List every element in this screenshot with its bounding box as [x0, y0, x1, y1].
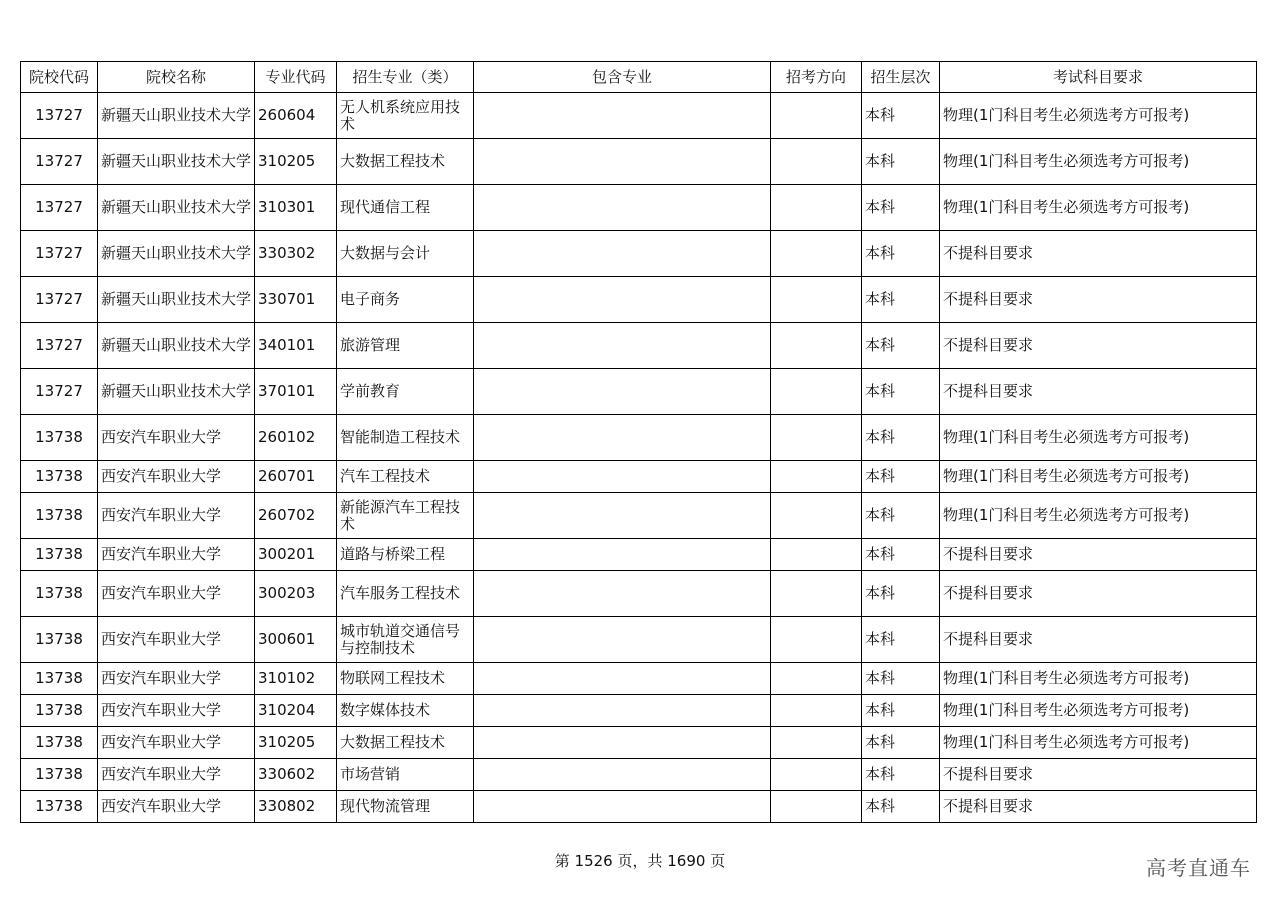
table-row [21, 539, 1257, 571]
header-major: 招生专业（类） [337, 62, 474, 93]
school-name-cell: 西安汽车职业大学 [98, 617, 255, 663]
includes-cell [474, 231, 771, 277]
table-row [21, 93, 1257, 139]
level-cell: 本科 [862, 791, 940, 823]
header-school-code: 院校代码 [21, 62, 98, 93]
table-row [21, 277, 1257, 323]
table-row [21, 231, 1257, 277]
table-header-row [21, 62, 1257, 93]
direction-cell [771, 791, 862, 823]
school-code-cell: 13738 [21, 539, 98, 571]
table-row [21, 663, 1257, 695]
direction-cell [771, 139, 862, 185]
requirement-cell: 物理(1门科目考生必须选考方可报考) [940, 663, 1257, 695]
major-cell: 现代物流管理 [337, 791, 474, 823]
school-name-cell: 新疆天山职业技术大学 [98, 93, 255, 139]
level-cell: 本科 [862, 415, 940, 461]
school-name-cell: 西安汽车职业大学 [98, 695, 255, 727]
requirement-cell: 不提科目要求 [940, 277, 1257, 323]
direction-cell [771, 493, 862, 539]
requirement-cell: 物理(1门科目考生必须选考方可报考) [940, 695, 1257, 727]
includes-cell [474, 323, 771, 369]
level-cell: 本科 [862, 139, 940, 185]
direction-cell [771, 617, 862, 663]
header-school-name: 院校名称 [98, 62, 255, 93]
table-row [21, 571, 1257, 617]
includes-cell [474, 369, 771, 415]
school-code-cell: 13738 [21, 759, 98, 791]
major-cell: 新能源汽车工程技术 [337, 493, 474, 539]
includes-cell [474, 277, 771, 323]
includes-cell [474, 415, 771, 461]
requirement-cell: 物理(1门科目考生必须选考方可报考) [940, 93, 1257, 139]
admissions-table [20, 61, 1257, 823]
table-row [21, 695, 1257, 727]
header-requirement: 考试科目要求 [940, 62, 1257, 93]
major-cell: 现代通信工程 [337, 185, 474, 231]
major-cell: 汽车工程技术 [337, 461, 474, 493]
level-cell: 本科 [862, 493, 940, 539]
direction-cell [771, 231, 862, 277]
major-cell: 智能制造工程技术 [337, 415, 474, 461]
table-row [21, 139, 1257, 185]
direction-cell [771, 695, 862, 727]
requirement-cell: 物理(1门科目考生必须选考方可报考) [940, 139, 1257, 185]
major-cell: 大数据与会计 [337, 231, 474, 277]
includes-cell [474, 93, 771, 139]
direction-cell [771, 571, 862, 617]
table-row [21, 759, 1257, 791]
school-name-cell: 新疆天山职业技术大学 [98, 369, 255, 415]
school-code-cell: 13727 [21, 231, 98, 277]
school-name-cell: 西安汽车职业大学 [98, 663, 255, 695]
requirement-cell: 物理(1门科目考生必须选考方可报考) [940, 185, 1257, 231]
major-cell: 大数据工程技术 [337, 139, 474, 185]
school-code-cell: 13738 [21, 663, 98, 695]
major-code-cell: 330701 [255, 277, 337, 323]
level-cell: 本科 [862, 663, 940, 695]
level-cell: 本科 [862, 93, 940, 139]
school-name-cell: 新疆天山职业技术大学 [98, 231, 255, 277]
major-code-cell: 300203 [255, 571, 337, 617]
school-code-cell: 13727 [21, 185, 98, 231]
direction-cell [771, 461, 862, 493]
requirement-cell: 物理(1门科目考生必须选考方可报考) [940, 415, 1257, 461]
school-code-cell: 13727 [21, 93, 98, 139]
table-row [21, 461, 1257, 493]
table-row [21, 493, 1257, 539]
school-code-cell: 13727 [21, 369, 98, 415]
school-code-cell: 13738 [21, 617, 98, 663]
major-cell: 学前教育 [337, 369, 474, 415]
requirement-cell: 不提科目要求 [940, 539, 1257, 571]
major-code-cell: 310301 [255, 185, 337, 231]
major-cell: 汽车服务工程技术 [337, 571, 474, 617]
major-code-cell: 340101 [255, 323, 337, 369]
school-code-cell: 13738 [21, 571, 98, 617]
level-cell: 本科 [862, 539, 940, 571]
includes-cell [474, 695, 771, 727]
direction-cell [771, 369, 862, 415]
direction-cell [771, 185, 862, 231]
direction-cell [771, 663, 862, 695]
school-name-cell: 新疆天山职业技术大学 [98, 185, 255, 231]
school-code-cell: 13727 [21, 323, 98, 369]
school-name-cell: 新疆天山职业技术大学 [98, 139, 255, 185]
includes-cell [474, 185, 771, 231]
direction-cell [771, 539, 862, 571]
school-name-cell: 西安汽车职业大学 [98, 727, 255, 759]
school-name-cell: 西安汽车职业大学 [98, 571, 255, 617]
includes-cell [474, 663, 771, 695]
school-code-cell: 13738 [21, 791, 98, 823]
level-cell: 本科 [862, 617, 940, 663]
major-code-cell: 310205 [255, 139, 337, 185]
level-cell: 本科 [862, 759, 940, 791]
includes-cell [474, 571, 771, 617]
level-cell: 本科 [862, 277, 940, 323]
school-code-cell: 13738 [21, 493, 98, 539]
direction-cell [771, 93, 862, 139]
requirement-cell: 物理(1门科目考生必须选考方可报考) [940, 493, 1257, 539]
direction-cell [771, 759, 862, 791]
header-direction: 招考方向 [771, 62, 862, 93]
major-code-cell: 260701 [255, 461, 337, 493]
school-name-cell: 西安汽车职业大学 [98, 461, 255, 493]
requirement-cell: 不提科目要求 [940, 617, 1257, 663]
requirement-cell: 不提科目要求 [940, 369, 1257, 415]
major-code-cell: 310204 [255, 695, 337, 727]
major-code-cell: 330602 [255, 759, 337, 791]
header-includes: 包含专业 [474, 62, 771, 93]
direction-cell [771, 323, 862, 369]
includes-cell [474, 791, 771, 823]
requirement-cell: 不提科目要求 [940, 231, 1257, 277]
direction-cell [771, 727, 862, 759]
level-cell: 本科 [862, 185, 940, 231]
level-cell: 本科 [862, 571, 940, 617]
major-code-cell: 260102 [255, 415, 337, 461]
school-name-cell: 西安汽车职业大学 [98, 415, 255, 461]
major-cell: 数字媒体技术 [337, 695, 474, 727]
includes-cell [474, 139, 771, 185]
major-code-cell: 370101 [255, 369, 337, 415]
requirement-cell: 物理(1门科目考生必须选考方可报考) [940, 727, 1257, 759]
major-cell: 市场营销 [337, 759, 474, 791]
includes-cell [474, 727, 771, 759]
major-code-cell: 310205 [255, 727, 337, 759]
level-cell: 本科 [862, 323, 940, 369]
level-cell: 本科 [862, 369, 940, 415]
major-cell: 大数据工程技术 [337, 727, 474, 759]
includes-cell [474, 461, 771, 493]
level-cell: 本科 [862, 461, 940, 493]
requirement-cell: 不提科目要求 [940, 571, 1257, 617]
includes-cell [474, 539, 771, 571]
table-row [21, 415, 1257, 461]
table-row [21, 185, 1257, 231]
major-cell: 城市轨道交通信号与控制技术 [337, 617, 474, 663]
table-row [21, 369, 1257, 415]
major-cell: 电子商务 [337, 277, 474, 323]
school-code-cell: 13738 [21, 415, 98, 461]
school-code-cell: 13738 [21, 461, 98, 493]
level-cell: 本科 [862, 727, 940, 759]
requirement-cell: 物理(1门科目考生必须选考方可报考) [940, 461, 1257, 493]
header-major-code: 专业代码 [255, 62, 337, 93]
major-code-cell: 300201 [255, 539, 337, 571]
table-row [21, 727, 1257, 759]
school-code-cell: 13727 [21, 139, 98, 185]
major-cell: 旅游管理 [337, 323, 474, 369]
major-code-cell: 310102 [255, 663, 337, 695]
major-code-cell: 260604 [255, 93, 337, 139]
table-row [21, 791, 1257, 823]
level-cell: 本科 [862, 231, 940, 277]
requirement-cell: 不提科目要求 [940, 323, 1257, 369]
major-cell: 物联网工程技术 [337, 663, 474, 695]
school-name-cell: 新疆天山职业技术大学 [98, 277, 255, 323]
level-cell: 本科 [862, 695, 940, 727]
includes-cell [474, 759, 771, 791]
header-level: 招生层次 [862, 62, 940, 93]
table-row [21, 323, 1257, 369]
watermark-logo: 高考直通车 [1146, 856, 1251, 880]
school-name-cell: 西安汽车职业大学 [98, 759, 255, 791]
table-row [21, 617, 1257, 663]
major-code-cell: 330802 [255, 791, 337, 823]
major-cell: 无人机系统应用技术 [337, 93, 474, 139]
major-code-cell: 260702 [255, 493, 337, 539]
school-name-cell: 西安汽车职业大学 [98, 493, 255, 539]
page-number: 第 1526 页，共 1690 页 [554, 852, 726, 870]
includes-cell [474, 617, 771, 663]
direction-cell [771, 277, 862, 323]
table-body [21, 93, 1257, 823]
school-name-cell: 西安汽车职业大学 [98, 539, 255, 571]
major-code-cell: 330302 [255, 231, 337, 277]
includes-cell [474, 493, 771, 539]
school-name-cell: 新疆天山职业技术大学 [98, 323, 255, 369]
school-name-cell: 西安汽车职业大学 [98, 791, 255, 823]
school-code-cell: 13727 [21, 277, 98, 323]
major-cell: 道路与桥梁工程 [337, 539, 474, 571]
requirement-cell: 不提科目要求 [940, 791, 1257, 823]
school-code-cell: 13738 [21, 727, 98, 759]
major-code-cell: 300601 [255, 617, 337, 663]
requirement-cell: 不提科目要求 [940, 759, 1257, 791]
school-code-cell: 13738 [21, 695, 98, 727]
direction-cell [771, 415, 862, 461]
